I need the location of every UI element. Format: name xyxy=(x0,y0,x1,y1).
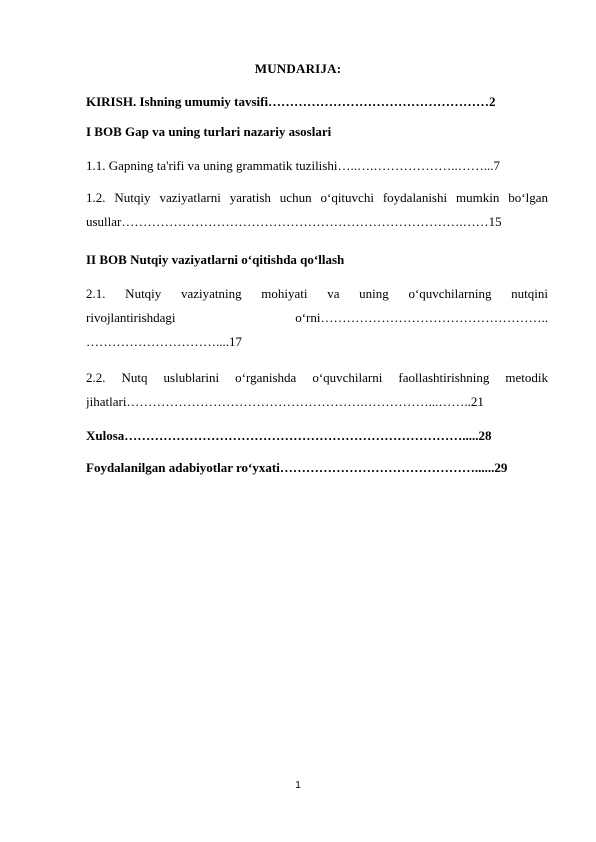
toc-entry-section-2-1-line-3: …………………………....17 xyxy=(86,334,242,349)
toc-entry-section-2-2-line-2: jihatlari……………………………………………….……………...……..21 xyxy=(86,394,484,409)
toc-entry-section-1-2 xyxy=(86,186,548,234)
toc-entry-references: Foydalanilgan adabiyotlar ro‘yxati………………………………………......29 xyxy=(86,460,508,475)
toc-entry-section-2-1-line-2-start: rivojlantirishdagi xyxy=(86,310,176,325)
toc-entry-section-1-2-line-2: usullar…………………………………………………………………….……15 xyxy=(86,214,502,229)
page-number: 1 xyxy=(295,780,301,791)
toc-entry-section-1-2-line-1: 1.2. Nutqiy vaziyatlarni yaratish uchun o‘qituvchi foydalanishi mumkin bo‘lgan xyxy=(86,190,548,205)
toc-entry-section-1-1: 1.1. Gapning ta'rifi va uning grammatik tuzilishi…..….………………..……...7 xyxy=(86,158,500,173)
toc-entry-conclusion: Xulosa…………………………………………………………………….....28 xyxy=(86,428,492,443)
toc-entry-chapter-1: I BOB Gap va uning turlari nazariy asoslari xyxy=(86,124,332,139)
page-title: MUNDARIJA: xyxy=(254,61,342,76)
toc-entry-introduction: KIRISH. Ishning umumiy tavsifi……………………………………………2 xyxy=(86,94,496,109)
toc-entry-section-2-1 xyxy=(86,282,548,354)
toc-entry-chapter-2: II BOB Nutqiy vaziyatlarni o‘qitishda qo‘llash xyxy=(86,252,345,267)
toc-entry-section-2-1-line-2-end: o‘rni…………………………………………….. xyxy=(295,310,548,325)
toc-entry-section-2-1-line-1: 2.1. Nutqiy vaziyatning mohiyati va uning o‘quvchilarning nutqini xyxy=(86,286,548,301)
toc-entry-section-2-2 xyxy=(86,366,548,414)
toc-entry-section-2-2-line-1: 2.2. Nutq uslublarini o‘rganishda o‘quvchilarni faollashtirishning metodik xyxy=(86,370,548,385)
toc-entry-section-2-1-line-2 xyxy=(86,306,548,330)
